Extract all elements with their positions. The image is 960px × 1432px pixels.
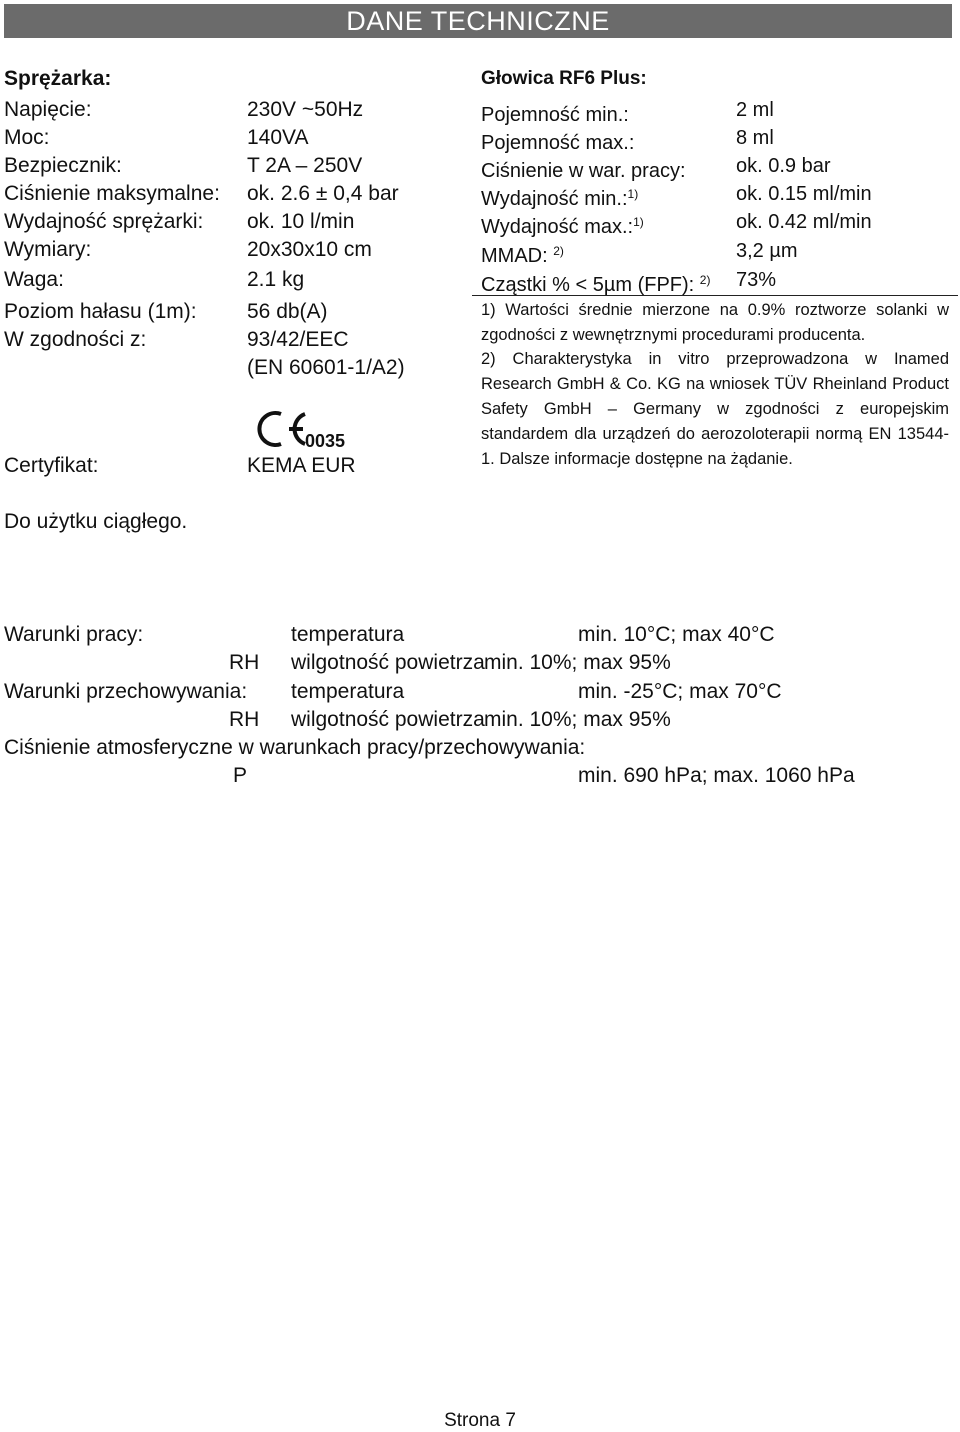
pressure-label: Ciśnienie atmosferyczne w warunkach pracy/przechowywania: — [4, 736, 586, 759]
neb-value-min-output: ok. 0.15 ml/min — [736, 183, 872, 205]
footnote-2: 2) Charakterystyka in vitro przeprowadzona w Inamed Research GmbH & Co. KG na wniosek TÜV Rheinland Product Safety GmbH – Germany w zgodności z europejskim standardem dla urządzeń do aerozoloterapii normą EN 13544-1. Dalsze informacje dostępne na żądanie. — [481, 350, 949, 468]
neb-value-mmad: 3,2 µm — [736, 240, 798, 262]
spec-value-weight: 2.1 kg — [247, 268, 305, 291]
neb-label-max-capacity: Pojemność max.: — [481, 132, 635, 154]
storage-rh-label: RH — [229, 708, 260, 731]
neb-value-fpf: 73% — [736, 269, 777, 291]
nebulizer-heading: Głowica RF6 Plus: — [481, 68, 647, 89]
spec-label-power: Moc: — [4, 126, 50, 149]
storage-rh-value: min. 10%; max 95% — [484, 708, 671, 731]
operating-conditions-label: Warunki pracy: — [4, 623, 144, 646]
storage-temp-value: min. -25°C; max 70°C — [578, 680, 782, 703]
spec-label-flow: Wydajność sprężarki: — [4, 210, 204, 233]
operating-temp-label: temperatura — [291, 623, 405, 646]
storage-conditions-label: Warunki przechowywania: — [4, 680, 248, 703]
spec-label-max-pressure: Ciśnienie maksymalne: — [4, 182, 220, 205]
spec-value-power: 140VA — [247, 126, 309, 149]
notified-body-number: 0035 — [305, 431, 346, 451]
operating-humidity-label: wilgotność powietrza — [291, 651, 485, 674]
spec-label-dimensions: Wymiary: — [4, 238, 92, 261]
neb-label-work-pressure: Ciśnienie w war. pracy: — [481, 160, 686, 182]
operating-temp-value: min. 10°C; max 40°C — [578, 623, 775, 646]
neb-value-max-capacity: 8 ml — [736, 127, 774, 149]
spec-value-compliance: 93/42/EEC — [247, 328, 349, 351]
neb-value-min-capacity: 2 ml — [736, 99, 774, 121]
pressure-symbol: P — [233, 764, 248, 787]
spec-value-voltage: 230V ~50Hz — [247, 98, 364, 121]
neb-label-mmad: MMAD: $^{2)}$ — [481, 244, 564, 267]
continuous-use-note: Do użytku ciągłego. — [4, 510, 188, 533]
certificate-value: KEMA EUR — [247, 454, 356, 477]
neb-label-fpf: Cząstki % < 5µm (FPF): $^{2)}$ — [481, 273, 711, 296]
compressor-heading: Sprężarka: — [4, 67, 112, 90]
spec-label-weight: Waga: — [4, 268, 64, 291]
spec-label-voltage: Napięcie: — [4, 98, 92, 121]
spec-label-fuse: Bezpiecznik: — [4, 154, 122, 177]
operating-rh-label: RH — [229, 651, 260, 674]
pressure-value: min. 690 hPa; max. 1060 hPa — [578, 764, 855, 787]
spec-value-max-pressure: ok. 2.6 ± 0,4 bar — [247, 182, 399, 205]
spec-value-compliance-standard: (EN 60601-1/A2) — [247, 356, 405, 379]
storage-temp-label: temperatura — [291, 680, 405, 703]
storage-humidity-label: wilgotność powietrza — [291, 708, 485, 731]
neb-label-max-output: Wydajność max.:$^{1)}$ — [481, 215, 644, 238]
neb-value-max-output: ok. 0.42 ml/min — [736, 211, 872, 233]
spec-value-fuse: T 2A – 250V — [247, 154, 363, 177]
footnote-1: 1) Wartości średnie mierzone na 0.9% roztworze solanki w zgodności z wewnętrznymi procedurami producenta. — [481, 301, 949, 344]
neb-label-min-capacity: Pojemność min.: — [481, 104, 629, 126]
neb-label-min-output: Wydajność min.:$^{1)}$ — [481, 187, 639, 210]
page-title: DANE TECHNICZNE — [4, 4, 952, 38]
operating-rh-value: min. 10%; max 95% — [484, 651, 671, 674]
divider — [472, 295, 958, 296]
spec-value-noise: 56 db(A) — [247, 300, 328, 323]
ce-mark-logo — [247, 406, 357, 452]
spec-value-dimensions: 20x30x10 cm — [247, 238, 372, 261]
certificate-label: Certyfikat: — [4, 454, 99, 477]
spec-label-compliance: W zgodności z: — [4, 328, 147, 351]
neb-value-work-pressure: ok. 0.9 bar — [736, 155, 831, 177]
page-number: Strona 7 — [444, 1410, 516, 1431]
spec-label-noise: Poziom hałasu (1m): — [4, 300, 197, 323]
spec-value-flow: ok. 10 l/min — [247, 210, 355, 233]
